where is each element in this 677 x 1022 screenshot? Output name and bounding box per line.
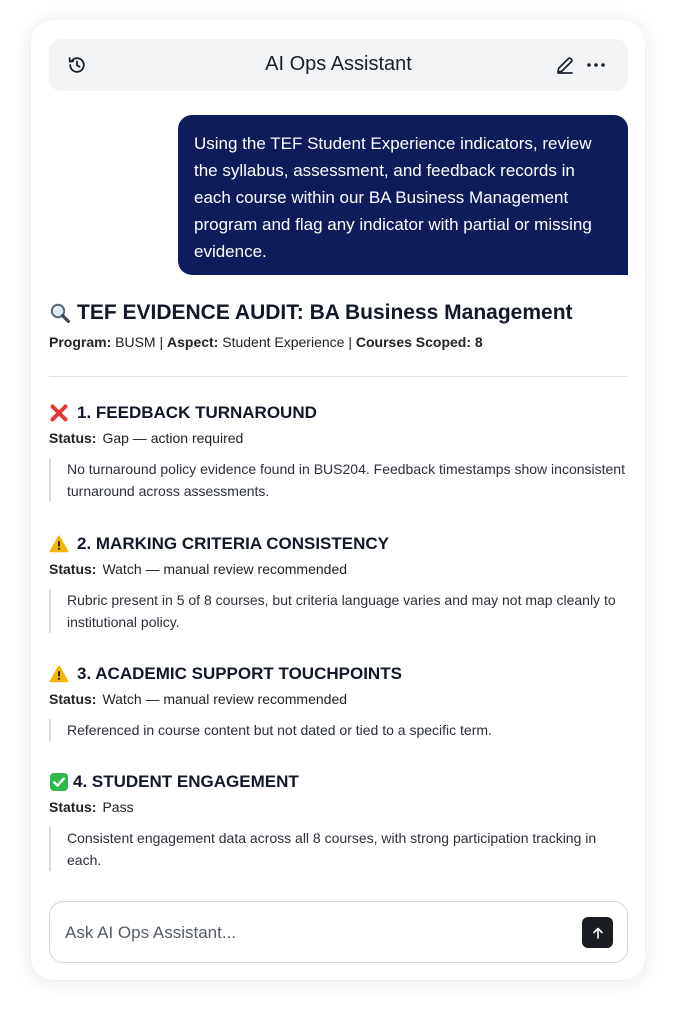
section-title: 1. FEEDBACK TURNAROUND	[77, 403, 317, 422]
arrow-up-icon	[591, 926, 605, 940]
status-label: Status:	[49, 691, 97, 707]
status-line	[49, 430, 629, 446]
message-input[interactable]	[49, 901, 628, 963]
magnifier-icon	[49, 302, 71, 324]
status-value: Watch — manual review recommended	[102, 691, 348, 707]
status-value: Gap — action required	[102, 430, 244, 446]
meta-separator: |	[159, 334, 164, 350]
status-line	[49, 799, 629, 815]
status-value: Watch — manual review recommended	[102, 561, 348, 577]
audit-section-academic-support	[49, 663, 629, 741]
check-mark-icon	[49, 772, 69, 792]
audit-section-feedback-turnaround	[49, 402, 629, 502]
audit-section-student-engagement	[49, 771, 629, 871]
warning-icon	[49, 664, 69, 684]
user-message-bubble: Using the TEF Student Experience indicators, review the syllabus, assessment, and feedback records in each course within our BA Business Management program and flag any indicator with partial or missing evidence.	[178, 115, 628, 275]
report-title	[49, 301, 629, 325]
status-value: Pass	[102, 799, 134, 815]
message-input-placeholder: Ask AI Ops Assistant...	[65, 923, 237, 942]
report-meta	[49, 334, 629, 350]
meta-separator: |	[348, 334, 352, 350]
chat-header	[49, 39, 628, 91]
courses-value: 8	[474, 334, 483, 350]
status-label: Status:	[49, 799, 97, 815]
section-note: Consistent engagement data across all 8 courses, with strong participation tracking in each.	[49, 827, 629, 871]
section-note: No turnaround policy evidence found in BUS204. Feedback timestamps show inconsistent turnaround across assessments.	[49, 458, 629, 502]
more-icon[interactable]	[585, 55, 607, 75]
status-line	[49, 691, 629, 707]
courses-label: Courses Scoped:	[355, 334, 472, 350]
chat-panel	[31, 20, 645, 980]
section-note: Rubric present in 5 of 8 courses, but criteria language varies and may not map cleanly to institutional policy.	[49, 589, 629, 633]
send-button[interactable]	[582, 917, 613, 948]
divider	[49, 376, 628, 377]
status-line	[49, 561, 629, 577]
warning-icon	[49, 534, 69, 554]
status-label: Status:	[49, 561, 97, 577]
section-title: 2. MARKING CRITERIA CONSISTENCY	[77, 534, 390, 553]
section-note: Referenced in course content but not dated or tied to a specific term.	[49, 719, 629, 741]
edit-icon[interactable]	[555, 55, 575, 75]
section-title: 4. STUDENT ENGAGEMENT	[73, 772, 299, 791]
program-label: Program:	[49, 334, 112, 350]
program-value: BUSM	[115, 334, 156, 350]
report-title-text: TEF EVIDENCE AUDIT: BA Business Management	[77, 301, 573, 324]
aspect-value: Student Experience	[222, 334, 345, 350]
chat-title: AI Ops Assistant	[265, 53, 412, 75]
status-label: Status:	[49, 430, 97, 446]
cross-mark-icon	[49, 403, 69, 423]
audit-section-marking-criteria	[49, 533, 629, 633]
section-title: 3. ACADEMIC SUPPORT TOUCHPOINTS	[77, 664, 402, 683]
aspect-label: Aspect:	[167, 334, 219, 350]
